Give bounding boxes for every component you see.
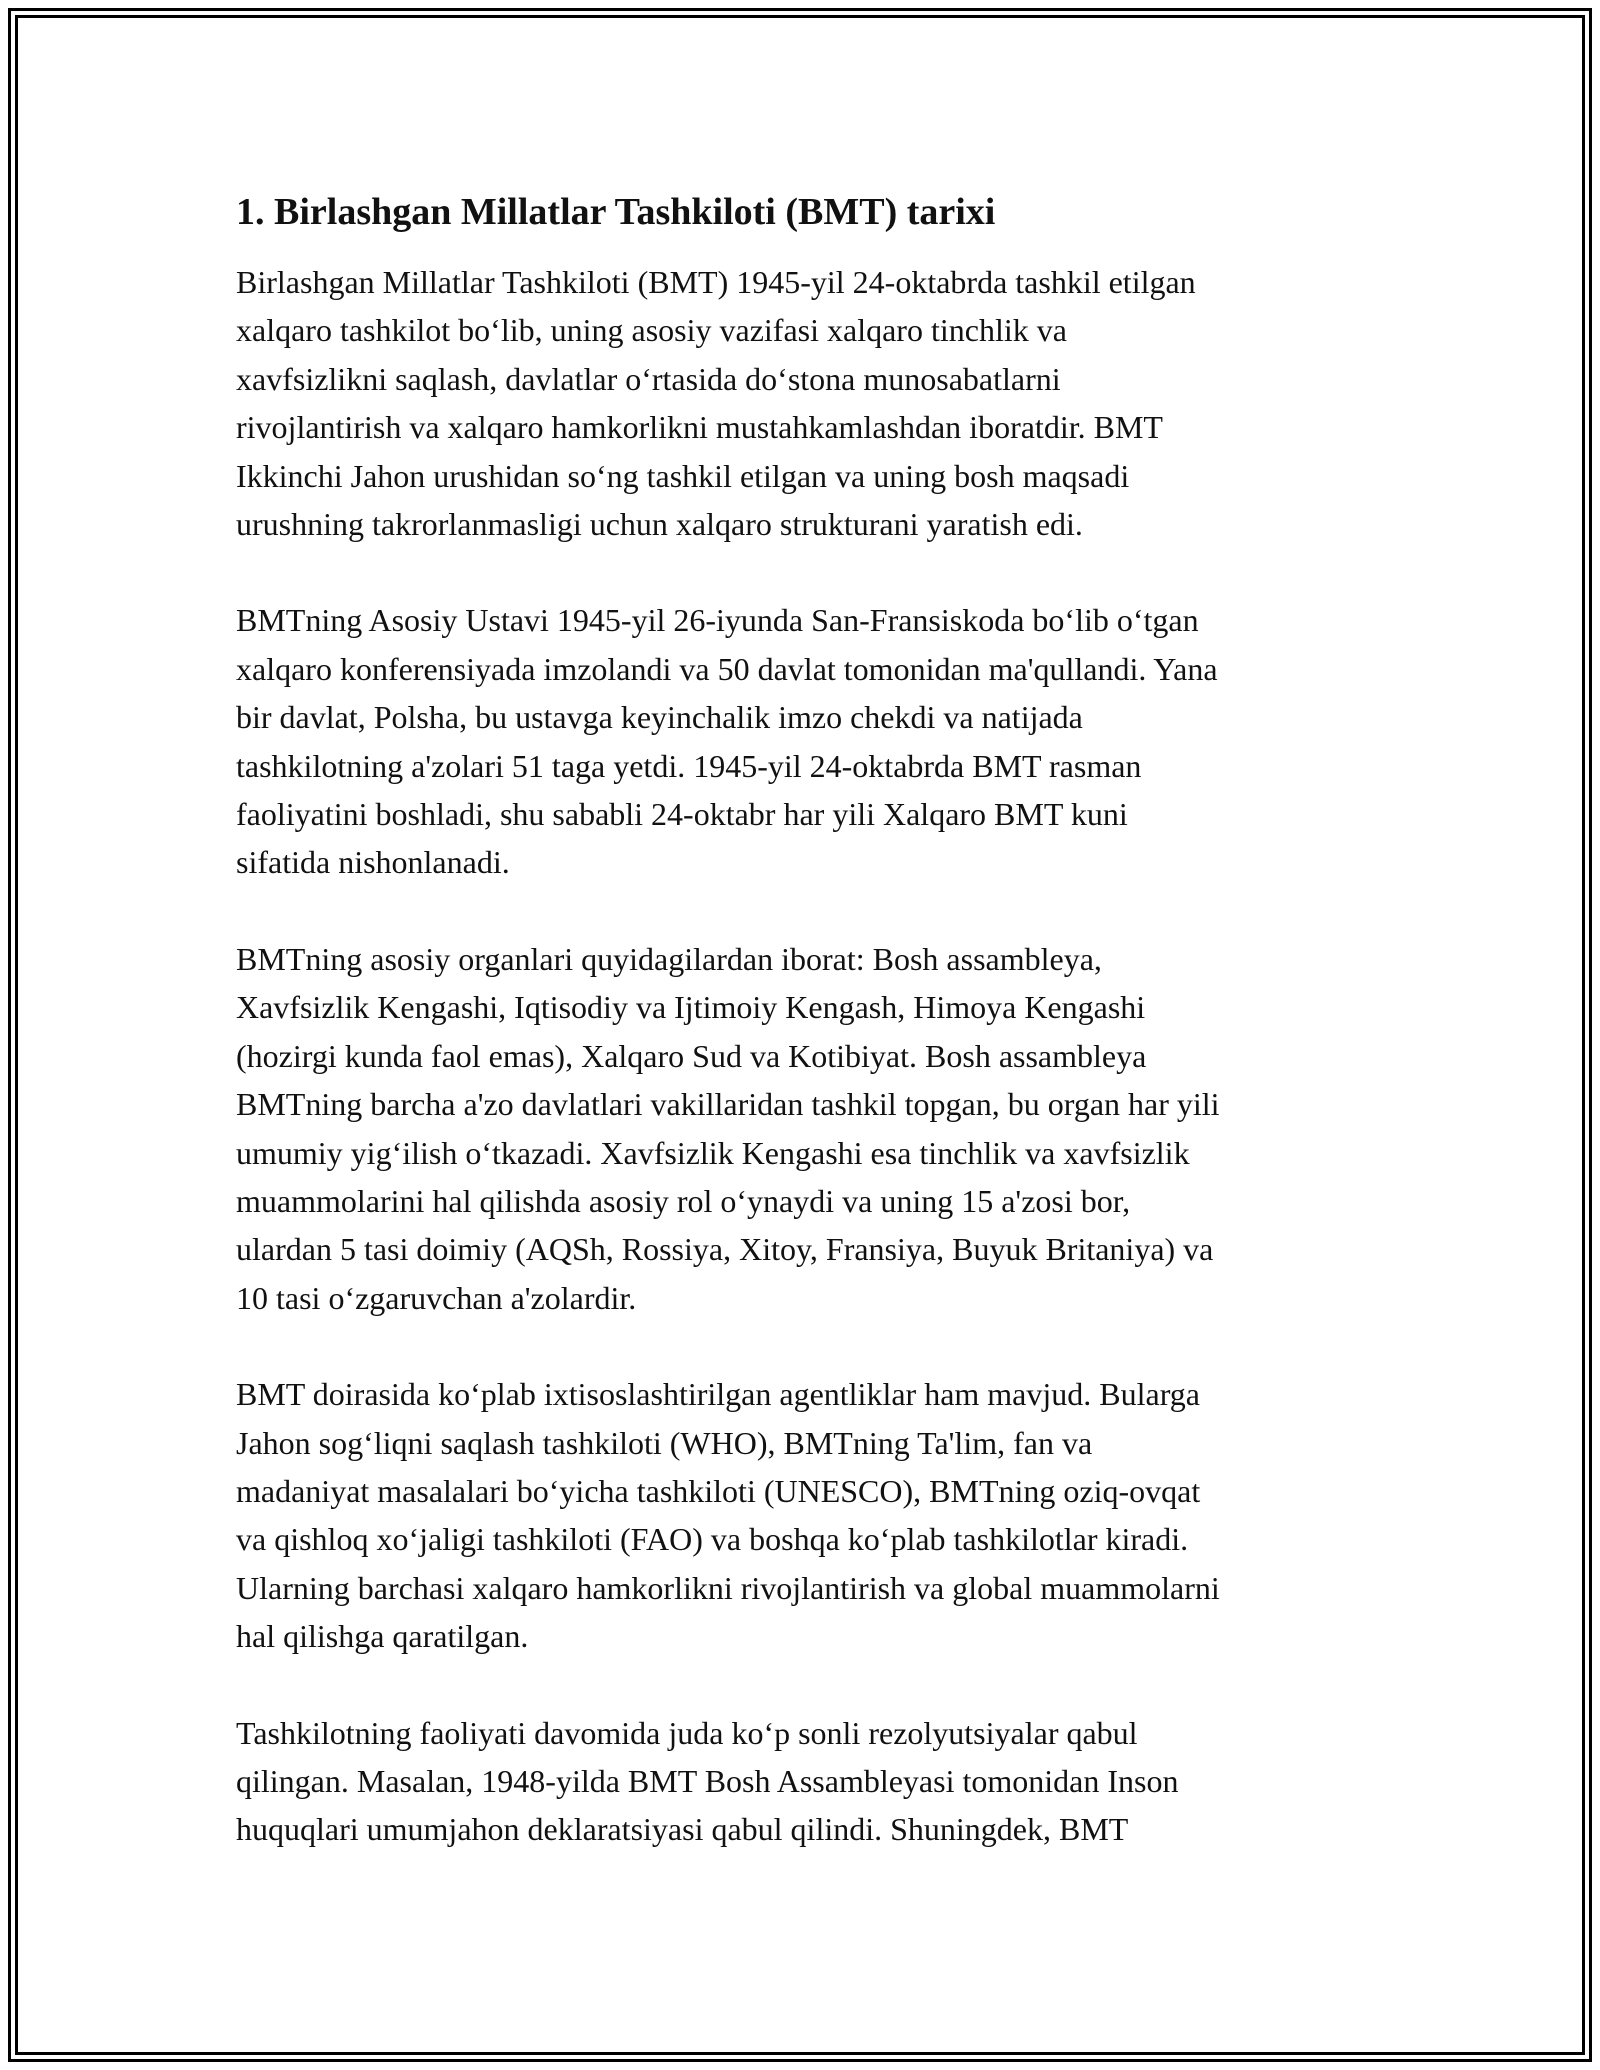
paragraph-line: urushning takrorlanmasligi uchun xalqaro strukturani yaratish edi. [236, 506, 1083, 543]
paragraph-line: rivojlantirish va xalqaro hamkorlikni mustahkamlashdan iboratdir. BMT [236, 409, 1163, 446]
paragraph-list [236, 258, 1386, 1854]
paragraph-line: 10 tasi o‘zgaruvchan a'zolardir. [236, 1279, 637, 1316]
paragraph-line: bir davlat, Polsha, bu ustavga keyinchalik imzo chekdi va natijada [236, 699, 1083, 736]
paragraph-line: Jahon sog‘liqni saqlash tashkiloti (WHO), BMTning Ta'lim, fan va [236, 1424, 1093, 1461]
paragraph-line: va qishloq xo‘jaligi tashkiloti (FAO) va boshqa ko‘plab tashkilotlar kiradi. [236, 1521, 1189, 1558]
paragraph-line: tashkilotning a'zolari 51 taga yetdi. 1945-yil 24-oktabrda BMT rasman [236, 747, 1142, 784]
paragraph-line: muammolarini hal qilishda asosiy rol o‘ynaydi va uning 15 a'zosi bor, [236, 1182, 1131, 1219]
paragraph-4 [236, 1370, 1386, 1660]
paragraph-3 [236, 935, 1386, 1322]
paragraph-line: BMT doirasida ko‘plab ixtisoslashtirilgan agentliklar ham mavjud. Bularga [236, 1376, 1200, 1413]
paragraph-line: BMTning barcha a'zo davlatlari vakillaridan tashkil topgan, bu organ har yili [236, 1086, 1220, 1123]
paragraph-line: Xavfsizlik Kengashi, Iqtisodiy va Ijtimoiy Kengash, Himoya Kengashi [236, 989, 1146, 1026]
paragraph-line: Ularning barchasi xalqaro hamkorlikni rivojlantirish va global muammolarni [236, 1569, 1220, 1606]
paragraph-line: ulardan 5 tasi doimiy (AQSh, Rossiya, Xitoy, Fransiya, Buyuk Britaniya) va [236, 1231, 1214, 1268]
paragraph-5 [236, 1709, 1386, 1854]
paragraph-2 [236, 596, 1386, 886]
paragraph-line: umumiy yig‘ilish o‘tkazadi. Xavfsizlik Kengashi esa tinchlik va xavfsizlik [236, 1134, 1190, 1171]
paragraph-line: Birlashgan Millatlar Tashkiloti (BMT) 1945-yil 24-oktabrda tashkil etilgan [236, 264, 1196, 300]
paragraph-line: BMTning asosiy organlari quyidagilardan iborat: Bosh assambleya, [236, 940, 1102, 977]
paragraph-line: Tashkilotning faoliyati davomida juda ko‘p sonli rezolyutsiyalar qabul [236, 1714, 1138, 1751]
paragraph-line: madaniyat masalalari bo‘yicha tashkiloti (UNESCO), BMTning oziq-ovqat [236, 1472, 1201, 1509]
paragraph-line: hal qilishga qaratilgan. [236, 1618, 529, 1655]
section-heading: 1. Birlashgan Millatlar Tashkiloti (BMT) tarixi [236, 191, 996, 233]
paragraph-line: huquqlari umumjahon deklaratsiyasi qabul qilindi. Shuningdek, BMT [236, 1811, 1129, 1848]
paragraph-line: sifatida nishonlanadi. [236, 844, 510, 881]
paragraph-line: xalqaro konferensiyada imzolandi va 50 davlat tomonidan ma'qullandi. Yana [236, 650, 1218, 687]
paragraph-1 [236, 258, 1386, 548]
document-body [236, 188, 1386, 1854]
paragraph-line: xalqaro tashkilot bo‘lib, uning asosiy vazifasi xalqaro tinchlik va [236, 312, 1067, 349]
paragraph-line: xavfsizlikni saqlash, davlatlar o‘rtasida do‘stona munosabatlarni [236, 360, 1061, 397]
paragraph-line: (hozirgi kunda faol emas), Xalqaro Sud va Kotibiyat. Bosh assambleya [236, 1037, 1147, 1074]
paragraph-line: Ikkinchi Jahon urushidan so‘ng tashkil etilgan va uning bosh maqsadi [236, 457, 1130, 494]
paragraph-line: qilingan. Masalan, 1948-yilda BMT Bosh Assambleyasi tomonidan Inson [236, 1762, 1179, 1799]
paragraph-line: BMTning Asosiy Ustavi 1945-yil 26-iyunda San-Fransiskoda bo‘lib o‘tgan [236, 602, 1199, 639]
paragraph-line: faoliyatini boshladi, shu sababli 24-oktabr har yili Xalqaro BMT kuni [236, 796, 1128, 833]
